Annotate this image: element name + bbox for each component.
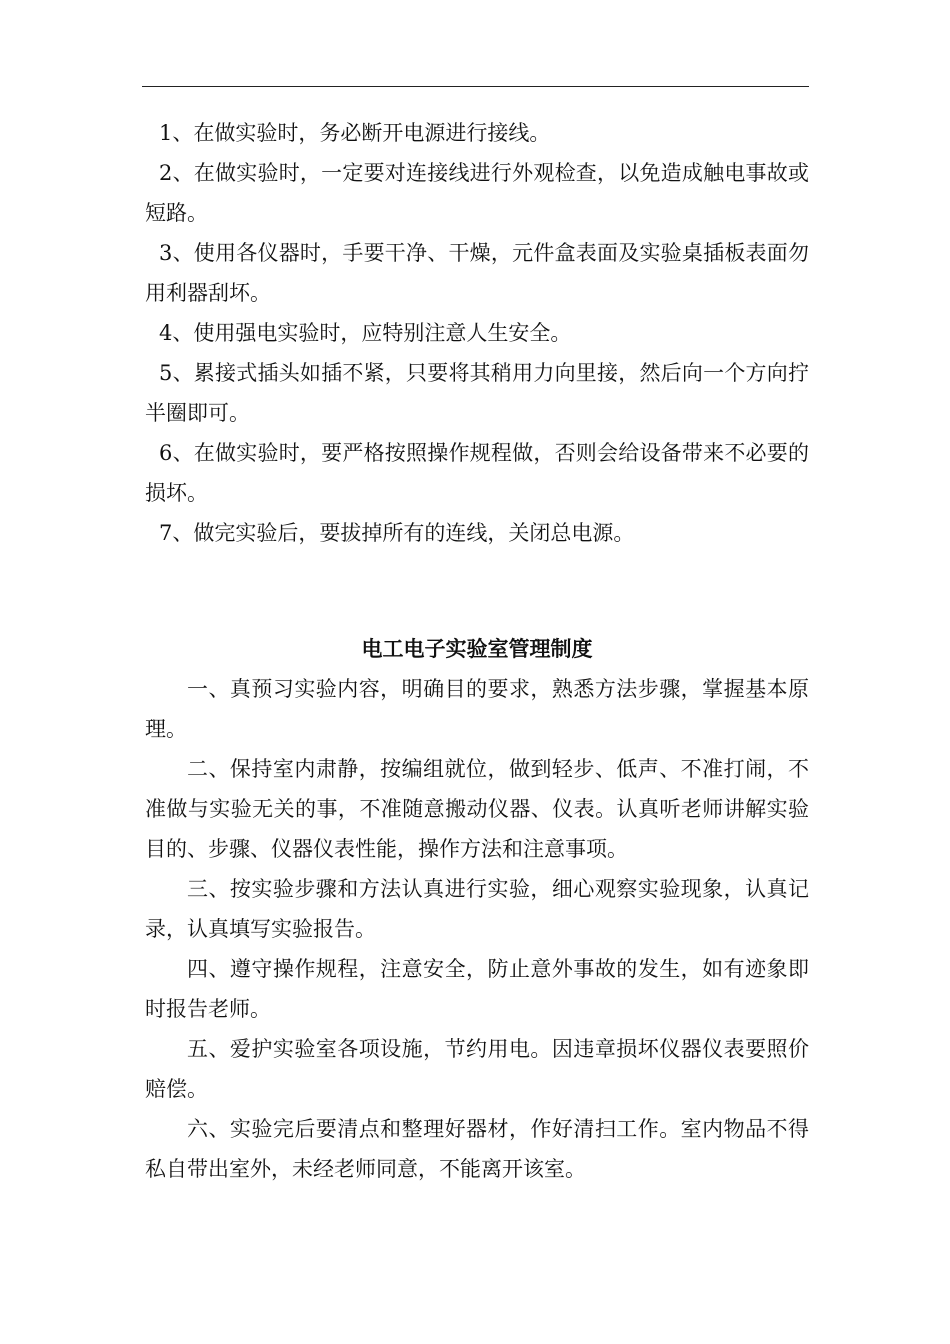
article-6: 六、实验完后要清点和整理好器材，作好清扫工作。室内物品不得私自带出室外，未经老师同意，不能离开该室。: [145, 1117, 809, 1181]
safety-rule-2: 2、在做实验时，一定要对连接线进行外观检查，以免造成触电事故或短路。: [145, 161, 809, 225]
safety-rules-list: [145, 113, 809, 553]
article-4: 四、遵守操作规程，注意安全，防止意外事故的发生，如有迹象即时报告老师。: [145, 957, 809, 1021]
safety-rule-7: 7、做完实验后，要拔掉所有的连线，关闭总电源。: [159, 521, 635, 545]
article-1: 一、真预习实验内容，明确目的要求，熟悉方法步骤，掌握基本原理。: [145, 677, 809, 741]
article-2: 二、保持室内肃静，按编组就位，做到轻步、低声、不准打闹，不准做与实验无关的事，不准随意搬动仪器、仪表。认真听老师讲解实验目的、步骤、仪器仪表性能，操作方法和注意事项。: [145, 757, 809, 861]
safety-rule-5: 5、累接式插头如插不紧，只要将其稍用力向里接，然后向一个方向拧半圈即可。: [145, 361, 809, 425]
section-title: 电工电子实验室管理制度: [361, 636, 593, 661]
article-5: 五、爱护实验室各项设施，节约用电。因违章损坏仪器仪表要照价赔偿。: [145, 1037, 809, 1101]
document-body: [145, 113, 809, 1189]
management-rules: [145, 629, 809, 1189]
article-3: 三、按实验步骤和方法认真进行实验，细心观察实验现象，认真记录，认真填写实验报告。: [145, 877, 809, 941]
safety-rule-1: 1、在做实验时，务必断开电源进行接线。: [159, 121, 551, 145]
safety-rule-3: 3、使用各仪器时，手要干净、干燥，元件盒表面及实验桌插板表面勿用利器刮坏。: [145, 241, 809, 305]
safety-rule-6: 6、在做实验时，要严格按照操作规程做，否则会给设备带来不必要的损坏。: [145, 441, 809, 505]
safety-rule-4: 4、使用强电实验时，应特别注意人生安全。: [159, 321, 572, 345]
header-rule: [142, 86, 809, 87]
